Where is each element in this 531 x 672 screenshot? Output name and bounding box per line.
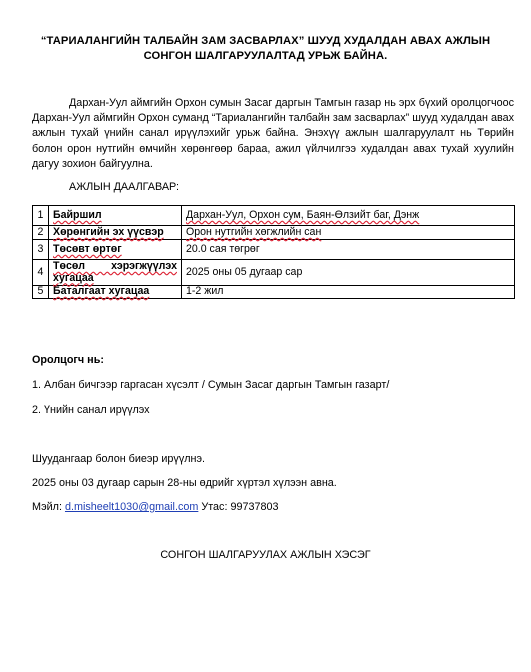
phone-label: Утас: bbox=[201, 501, 228, 513]
table-row bbox=[33, 260, 515, 286]
table-row bbox=[33, 286, 515, 299]
table-row bbox=[33, 226, 515, 240]
row-number: 3 bbox=[33, 240, 49, 260]
row-key: Баталгаат хугацаа bbox=[49, 286, 182, 299]
row-value: Дархан-Уул, Орхон сум, Баян-Өлзийт баг, Дэнж bbox=[182, 206, 515, 226]
phone-number: 99737803 bbox=[230, 501, 279, 513]
deadline-text: 2025 оны 03 дугаар сарын 28-ны өдрийг хүртэл хүлээн авна. bbox=[32, 477, 337, 489]
task-label: АЖЛЫН ДААЛГАВАР: bbox=[69, 181, 179, 193]
task-table bbox=[32, 205, 515, 299]
requirement-item: 2. Үнийн санал ирүүлэх bbox=[32, 404, 150, 416]
row-key: Төсөл хэрэгжүүлэх хугацаа bbox=[49, 260, 182, 286]
row-value: 1-2 жил bbox=[182, 286, 515, 299]
footer-signature: СОНГОН ШАЛГАРУУЛАХ АЖЛЫН ХЭСЭГ bbox=[160, 549, 371, 561]
email-link[interactable]: d.misheelt1030@gmail.com bbox=[64, 501, 199, 513]
row-value: 2025 оны 05 дугаар сар bbox=[182, 260, 515, 286]
participants-heading: Оролцогч нь: bbox=[32, 354, 104, 366]
row-key: Төсөвт өртөг bbox=[49, 240, 182, 260]
row-value: Орон нутгийн хөгжлийн сан bbox=[182, 226, 515, 240]
table-row bbox=[33, 240, 515, 260]
requirement-item: 1. Албан бичгээр гаргасан хүсэлт / Сумын Засаг даргын Тамгын газарт/ bbox=[32, 379, 390, 391]
row-key: Байршил bbox=[49, 206, 182, 226]
row-number: 4 bbox=[33, 260, 49, 286]
email-label: Мэйл: bbox=[32, 501, 62, 513]
document-title bbox=[20, 34, 511, 64]
row-value: 20.0 сая төгрөг bbox=[182, 240, 515, 260]
row-number: 1 bbox=[33, 206, 49, 226]
delivery-text: Шуудангаар болон биеэр ирүүлнэ. bbox=[32, 453, 205, 465]
row-key: Хөрөнгийн эх үүсвэр bbox=[49, 226, 182, 240]
intro-paragraph: Дархан-Уул аймгийн Орхон сумын Засаг даргын Тамгын газар нь эрх бүхий оролцогчоос Дархан-Уул аймгийн Орхон суманд “Тариалангийн талбайн зам засварлах” шууд худалдан авах ажлын тухай үнийн санал ирүүлэхийг урьж байна. Энэхүү ажлын шалгаруулалт нь Төрийн болон орон нутгийн өмчийн хөрөнгөөр бараа, ажил үйлчилгээ худалдан авах тухай хуулийн дагуу зохион байгуулна. bbox=[32, 97, 514, 170]
row-number: 2 bbox=[33, 226, 49, 240]
row-number: 5 bbox=[33, 286, 49, 299]
table-row bbox=[33, 206, 515, 226]
title-line-1: “ТАРИАЛАНГИЙН ТАЛБАЙН ЗАМ ЗАСВАРЛАХ” ШУУД ХУДАЛДАН АВАХ АЖЛЫН bbox=[40, 35, 491, 47]
contact-line bbox=[32, 500, 279, 514]
title-line-2: СОНГОН ШАЛГАРУУЛАЛТАД УРЬЖ БАЙНА. bbox=[143, 50, 388, 62]
